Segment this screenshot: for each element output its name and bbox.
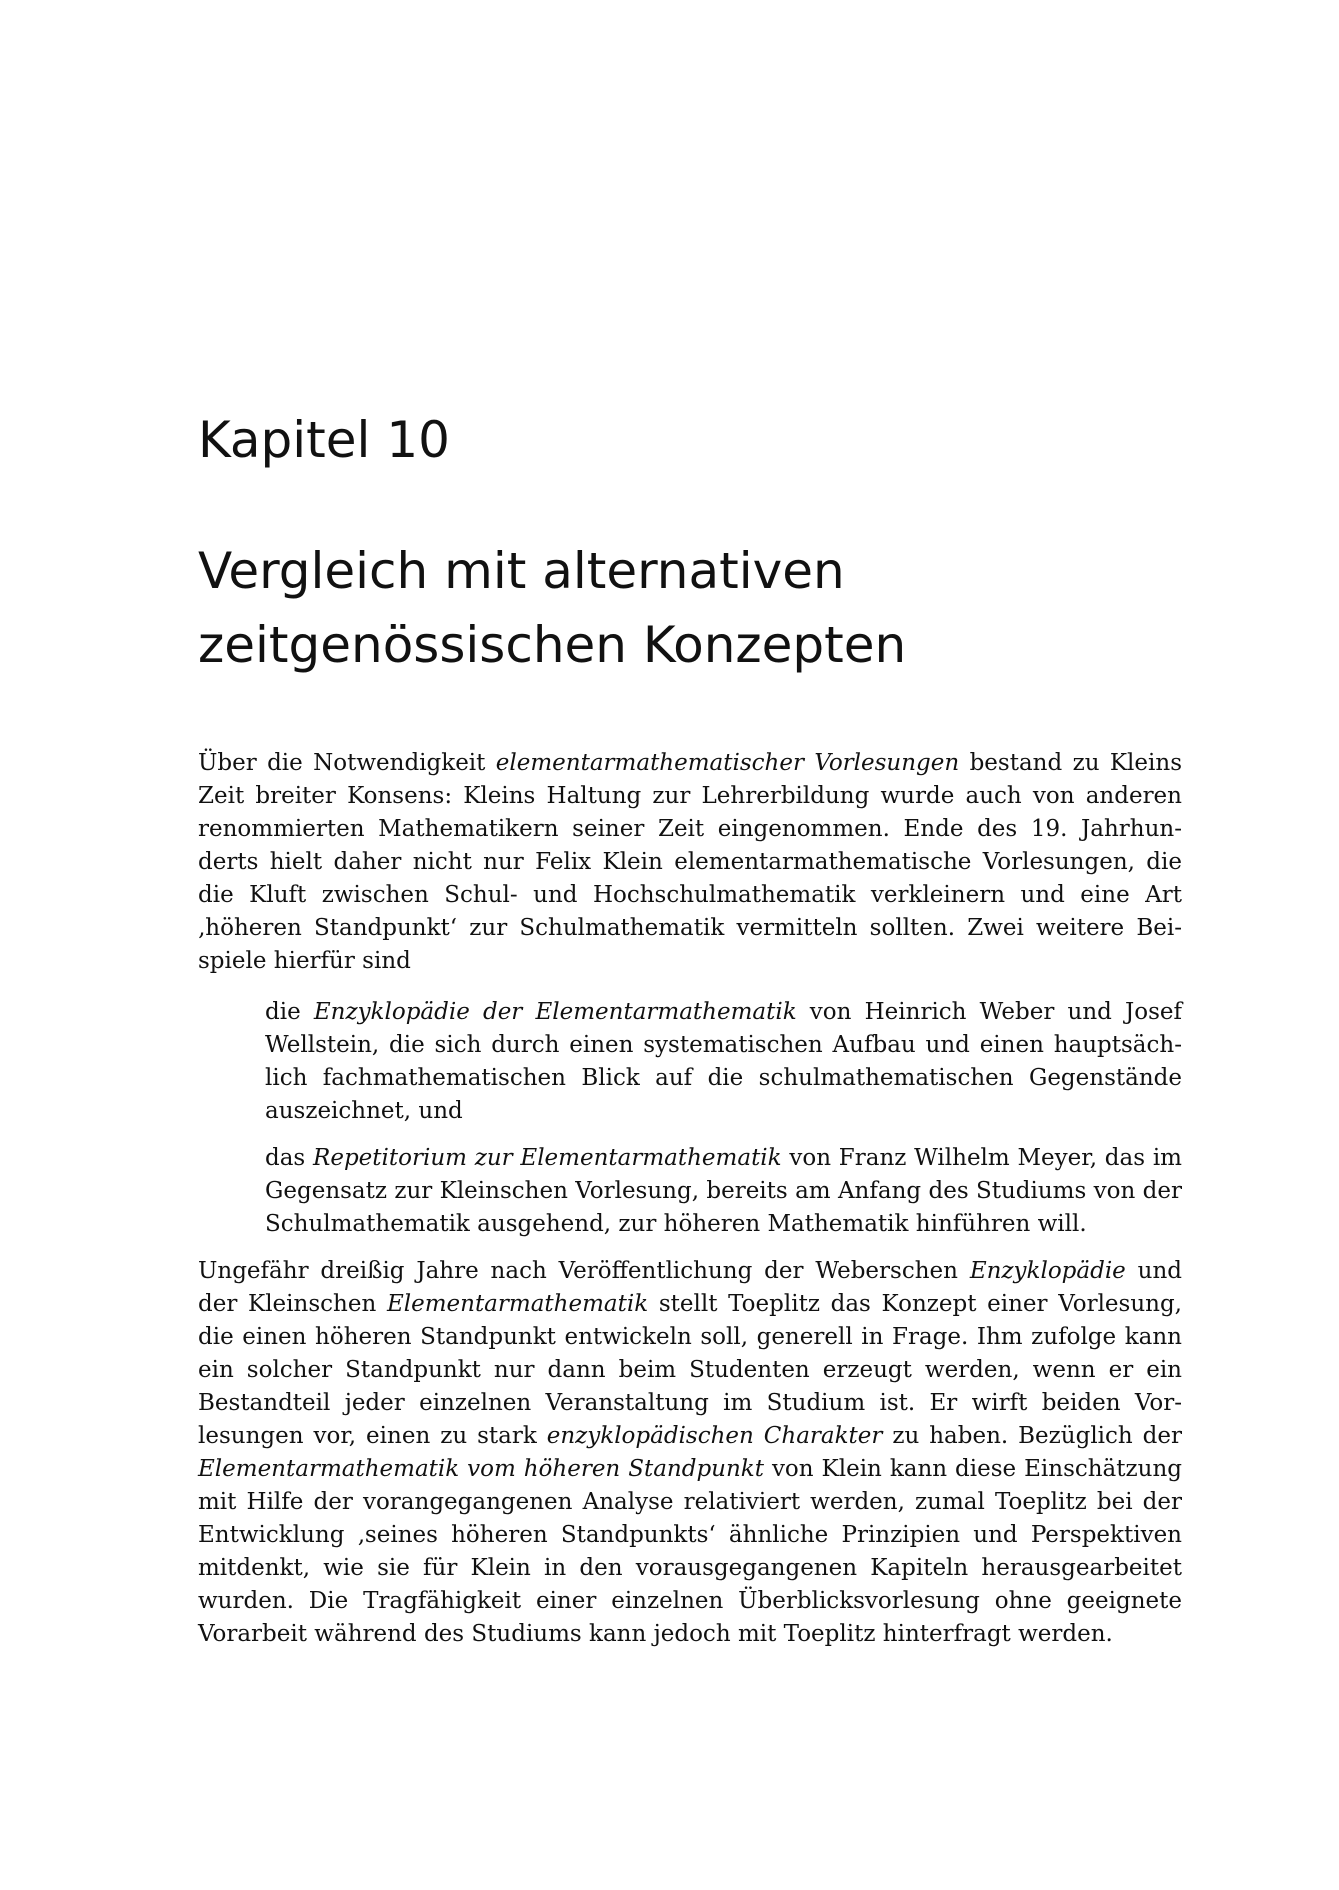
list-item (265, 1142, 1182, 1241)
analysis-paragraph (198, 1255, 1182, 1651)
chapter-label: Kapitel 10 (198, 411, 450, 469)
body-text (198, 747, 1182, 1651)
chapter-title-line-1: Vergleich mit alternativen (198, 542, 845, 600)
text-run: Über die Notwendigkeit (198, 750, 496, 776)
emphasis: Repetitorium zur Elementarmathematik (313, 1145, 782, 1171)
emphasis: Elementarmathematik vom höheren Standpunkt (198, 1456, 764, 1482)
text-run: und der Kleinschen (198, 1258, 1182, 1317)
text-run: zu haben. Bezüglich der (882, 1423, 1183, 1449)
emphasis: Enzyklopädie der Elementarmathematik (313, 999, 797, 1025)
chapter-title (198, 534, 1198, 682)
emphasis: elementarmathematischer Vorlesungen (495, 750, 960, 776)
examples-list (198, 996, 1182, 1241)
text-run: von Franz Wilhelm Meyer, das im Gegensatz zur Kleinschen Vorlesung, bereits am Anfang des Studiums von der Schulmathematik ausgehend, zur höheren Mathematik hinführen will. (265, 1145, 1182, 1237)
text-run: Ungefähr dreißig Jahre nach Veröffentlichung der Weberschen (198, 1258, 970, 1284)
emphasis: Elementarmathematik (386, 1291, 649, 1317)
text-run: das (265, 1145, 314, 1171)
text-run: bestand zu Kleins Zeit breiter Konsens: Kleins Haltung zur Lehrerbildung wurde auch von anderen renommierten Mathematikern seiner Zeit eingenommen. Ende des 19. Jahrhunderts hielt daher nicht nur Felix Klein elementarmathematische Vorlesungen, die die Kluft zwischen Schul- und Hochschulmathematik verkleinern und eine Art ‚höheren Standpunkt‘ zur Schulmathematik vermitteln sollten. Zwei weitere Beispiele hierfür sind (198, 750, 1182, 974)
text-run: von Klein kann diese Einschätzung mit Hilfe der vorangegangenen Analyse relativiert werden, zumal Toeplitz bei der Entwicklung ‚seines höheren Standpunkts‘ ähnliche Prinzipien und Perspektiven mitdenkt, wie sie für Klein in den vorausgegangenen Kapiteln herausgearbeitet wurden. Die Tragfähigkeit einer einzelnen Überblicksvorlesung ohne geeignete Vorarbeit während des Studiums kann jedoch mit Toeplitz hinterfragt werden. (198, 1456, 1182, 1647)
list-item (265, 996, 1182, 1128)
chapter-title-line-2: zeitgenössischen Konzepten (198, 616, 907, 674)
emphasis: enzyklopädischen Charakter (546, 1423, 883, 1449)
text-run: von Heinrich Weber und Josef Wellstein, die sich durch einen systematischen Aufbau und einen hauptsächlich fachmathematischen Blick auf die schulmathematischen Gegenstände auszeichnet, und (265, 999, 1182, 1124)
intro-paragraph (198, 747, 1182, 978)
text-run: die (265, 999, 314, 1025)
text-run: stellt Toeplitz das Konzept einer Vorlesung, die einen höheren Standpunkt entwickeln soll, generell in Frage. Ihm zufolge kann ein solcher Standpunkt nur dann beim Studenten erzeugt werden, wenn er ein Bestandteil jeder einzelnen Veranstaltung im Studium ist. Er wirft beiden Vorlesungen vor, einen zu stark (198, 1291, 1182, 1449)
emphasis: Enzyklopädie (969, 1258, 1126, 1284)
